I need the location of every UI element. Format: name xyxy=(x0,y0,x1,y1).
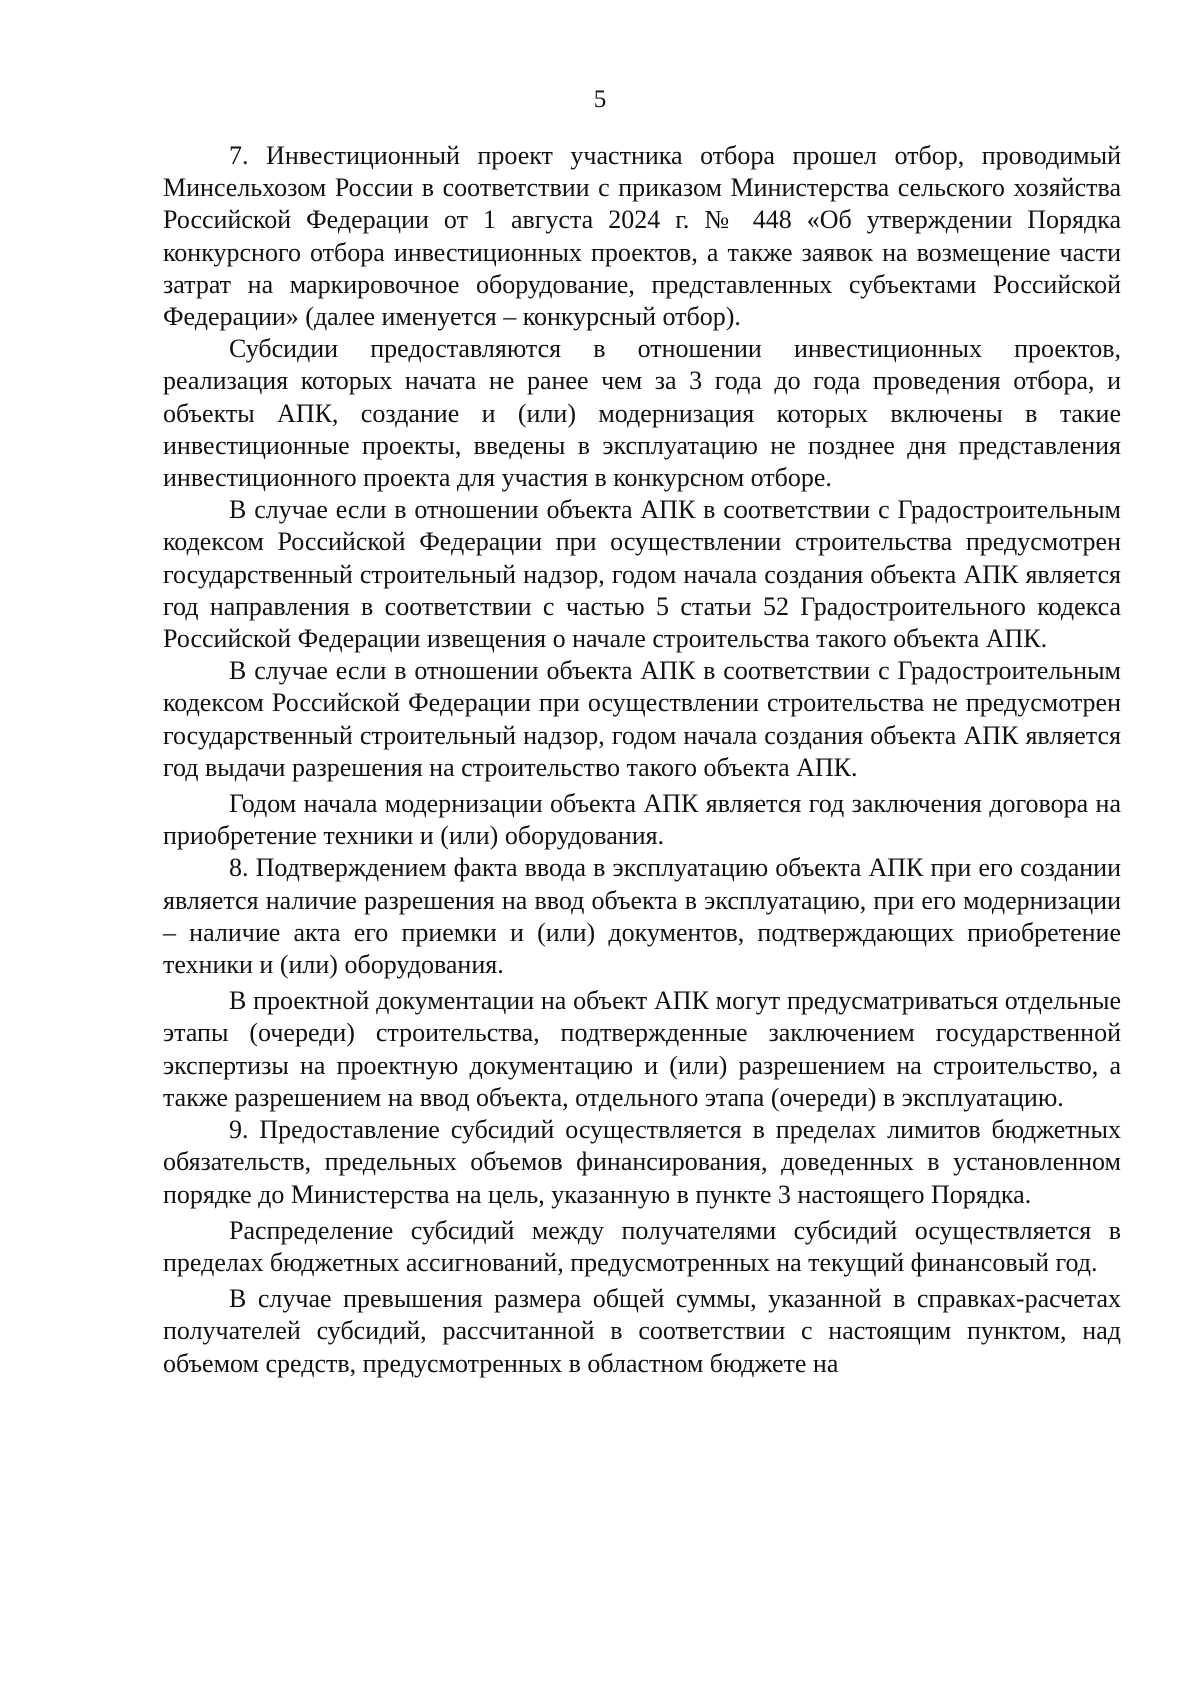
paragraph-subsidy-distribution: Распределение субсидий между получателями субсидий осуществляется в пределах бюджетных ассигнований, предусмотренных на текущий финансовый год. xyxy=(163,1215,1121,1277)
paragraph-7: 7. Инвестиционный проект участника отбора прошел отбор, проводимый Минсельхозом России в соответствии с приказом Министерства сельского хозяйства Российской Федерации от 1 августа 2024 г. № 448 «Об утверждении Порядка конкурсного отбора инвестиционных проектов, а также заявок на возмещение части затрат на маркировочное оборудование, представленных субъектами Российской Федерации» (далее именуется – конкурсный отбор). xyxy=(163,141,1121,332)
paragraph-state-construction-supervision: В случае если в отношении объекта АПК в соответствии с Градостроительным кодексом Российской Федерации при осуществлении строительства предусмотрен государственный строительный надзор, годом начала создания объекта АПК является год направления в соответствии с частью 5 статьи 52 Градостроительного кодекса Российской Федерации извещения о начале строительства такого объекта АПК. xyxy=(163,495,1121,654)
paragraph-subsidies-investment-projects: Субсидии предоставляются в отношении инвестиционных проектов, реализация которых начата не ранее чем за 3 года до года проведения отбора, и объекты АПК, создание и (или) модернизация которых включены в такие инвестиционные проекты, введены в эксплуатацию не позднее дня представления инвестиционного проекта для участия в конкурсном отборе. xyxy=(163,334,1121,493)
paragraph-modernization-year: Годом начала модернизации объекта АПК является год заключения договора на приобретение техники и (или) оборудования. xyxy=(163,789,1121,851)
document-body xyxy=(163,140,1121,1380)
paragraph-excess-amount: В случае превышения размера общей суммы, указанной в справках-расчетах получателей субсидий, рассчитанной в соответствии с настоящим пунктом, над объемом средств, предусмотренных в областном бюджете на xyxy=(163,1284,1121,1378)
paragraph-9: 9. Предоставление субсидий осуществляется в пределах лимитов бюджетных обязательств, предельных объемов финансирования, доведенных в установленном порядке до Министерства на цель, указанную в пункте 3 настоящего Порядка. xyxy=(163,1115,1121,1209)
paragraph-8: 8. Подтверждением факта ввода в эксплуатацию объекта АПК при его создании является наличие разрешения на ввод объекта в эксплуатацию, при его модернизации – наличие акта его приемки и (или) документов, подтверждающих приобретение техники и (или) оборудования. xyxy=(163,853,1121,980)
page-number: 5 xyxy=(593,86,607,113)
paragraph-no-state-construction-supervision: В случае если в отношении объекта АПК в соответствии с Градостроительным кодексом Российской Федерации при осуществлении строительства не предусмотрен государственный строительный надзор, годом начала создания объекта АПК является год выдачи разрешения на строительство такого объекта АПК. xyxy=(163,656,1121,782)
paragraph-project-documentation-stages: В проектной документации на объект АПК могут предусматриваться отдельные этапы (очереди) строительства, подтвержденные заключением государственной экспертизы на проектную документацию и (или) разрешением на строительство, а также разрешением на ввод объекта, отдельного этапа (очереди) в эксплуатацию. xyxy=(163,986,1121,1112)
